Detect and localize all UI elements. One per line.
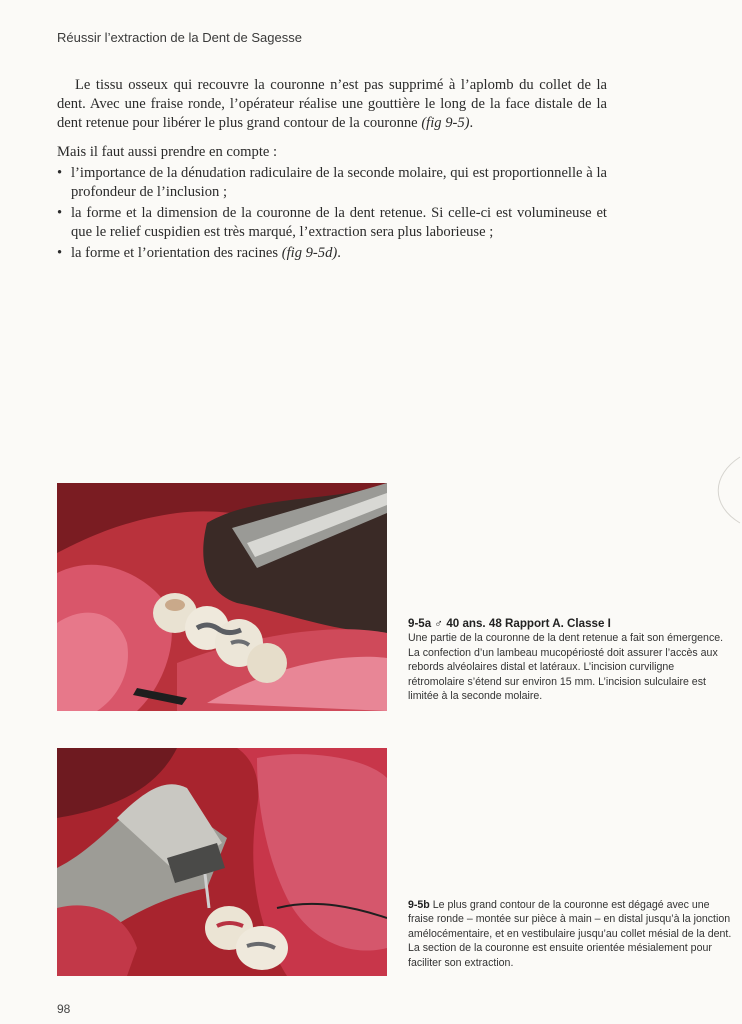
figure-caption-9-5a (408, 617, 733, 703)
clinical-photo-9-5a (57, 483, 387, 711)
page-edge-mark (702, 455, 742, 525)
figure-title: 9-5a ♂ 40 ans. 48 Rapport A. Classe I (408, 617, 611, 630)
paragraph-text: Le tissu osseux qui recouvre la couronne n’est pas supprimé à l’aplomb du collet de la dent. Avec une fraise ronde, l’opérateur réalise une gouttière le long de la face distale de la dent retenue pour libérer le plus grand contour de la couronne (57, 77, 607, 131)
list-item (57, 244, 607, 263)
paragraph (57, 76, 607, 133)
body-text (57, 76, 607, 263)
bullet-symbol: • (57, 205, 63, 221)
bullet-list (57, 164, 607, 263)
figure-caption-9-5b (408, 898, 733, 970)
clinical-photo-illustration (57, 483, 387, 711)
figure-label: 9-5b (408, 899, 430, 911)
list-item (57, 204, 607, 242)
figure-caption-text: Le plus grand contour de la couronne est dégagé avec une fraise ronde – montée sur pièce à main – en distal jusqu’à la jonction amélocémentaire, et en vestibulaire jusqu’au collet mésial de la dent. La section de la couronne est ensuite orientée mésialement pour faciliter son extraction. (408, 899, 732, 969)
list-item-end: . (337, 245, 341, 261)
figure-reference: (fig 9-5d) (281, 245, 338, 261)
bullet-symbol: • (57, 165, 63, 181)
paragraph-end: . (469, 115, 474, 131)
list-item-text: la forme et l’orientation des racines (71, 245, 282, 261)
list-item-text: l’importance de la dénudation radiculaire de la seconde molaire, qui est proportionnelle à la profondeur de l’inclusion ; (71, 165, 607, 200)
list-item-text: la forme et la dimension de la couronne de la dent retenue. Si celle-ci est volumineuse et que le relief cuspidien est très marqué, l’extraction sera plus laborieuse ; (71, 205, 607, 240)
bullet-symbol: • (57, 245, 63, 261)
running-header: Réussir l’extraction de la Dent de Sagesse (57, 30, 302, 45)
page-number: 98 (57, 1002, 71, 1016)
clinical-photo-9-5b (57, 748, 387, 976)
list-intro: Mais il faut aussi prendre en compte : (57, 144, 278, 160)
figure-reference: (fig 9-5) (421, 115, 470, 131)
clinical-photo-illustration (57, 748, 387, 976)
figure-caption-text: Une partie de la couronne de la dent retenue a fait son émergence. La confection d’un lambeau mucopériosté doit assurer l’accès aux rebords alvéolaires distal et latéraux. L’incision curviligne rétromolaire s’étend sur environ 15 mm. L’incision sulculaire est limitée à la seconde molaire. (408, 632, 724, 703)
list-item (57, 164, 607, 202)
